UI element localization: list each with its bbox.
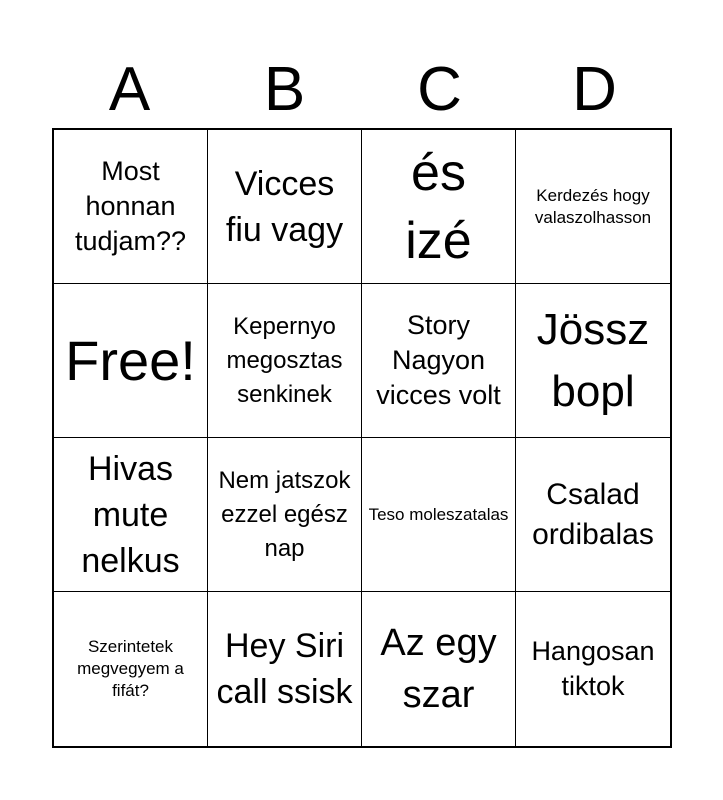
bingo-cell[interactable] xyxy=(516,592,670,746)
cell-text: Hangosan tiktok xyxy=(531,636,655,701)
bingo-cell[interactable] xyxy=(208,592,362,746)
bingo-cell[interactable] xyxy=(54,438,208,592)
column-letter-d: D xyxy=(572,55,617,124)
bingo-cell[interactable] xyxy=(362,284,516,438)
bingo-cell[interactable] xyxy=(208,284,362,438)
bingo-cell[interactable] xyxy=(54,130,208,284)
bingo-cell[interactable] xyxy=(362,438,516,592)
free-cell[interactable] xyxy=(54,284,208,438)
bingo-cell[interactable] xyxy=(54,592,208,746)
column-letter-a: A xyxy=(108,55,151,124)
cell-text: Jössz bopl xyxy=(536,304,650,416)
bingo-cell[interactable] xyxy=(208,438,362,592)
bingo-cell[interactable] xyxy=(516,284,670,438)
bingo-header xyxy=(52,52,672,128)
bingo-cell[interactable] xyxy=(516,130,670,284)
bingo-cell[interactable] xyxy=(516,438,670,592)
cell-text: és izé xyxy=(405,143,472,270)
bingo-cell[interactable] xyxy=(362,592,516,746)
cell-text: Csalad ordibalas xyxy=(532,477,654,551)
cell-text: Free! xyxy=(65,328,196,392)
cell-text: Most honnan tudjam?? xyxy=(74,156,187,256)
cell-text: Kepernyo megosztas senkinek xyxy=(226,312,343,408)
column-letter-b: B xyxy=(263,55,306,124)
cell-text: Az egy szar xyxy=(380,622,497,716)
cell-text: Vicces fiu vagy xyxy=(225,164,344,249)
column-letter-c: C xyxy=(417,55,462,124)
bingo-cell[interactable] xyxy=(208,130,362,284)
cell-text: Hivas mute nelkus xyxy=(81,449,180,580)
cell-text: Teso moleszatalas xyxy=(368,504,509,524)
cell-text: Story Nagyon vicces volt xyxy=(376,310,501,410)
cell-text: Nem jatszok ezzel egész nap xyxy=(218,466,351,562)
cell-text: Szerintetek megvegyem a fifát? xyxy=(77,637,184,700)
cell-text: Hey Siri call ssisk xyxy=(216,627,353,711)
bingo-cell[interactable] xyxy=(362,130,516,284)
cell-text: Kerdezés hogy valaszolhasson xyxy=(534,185,652,227)
bingo-grid xyxy=(52,128,672,748)
